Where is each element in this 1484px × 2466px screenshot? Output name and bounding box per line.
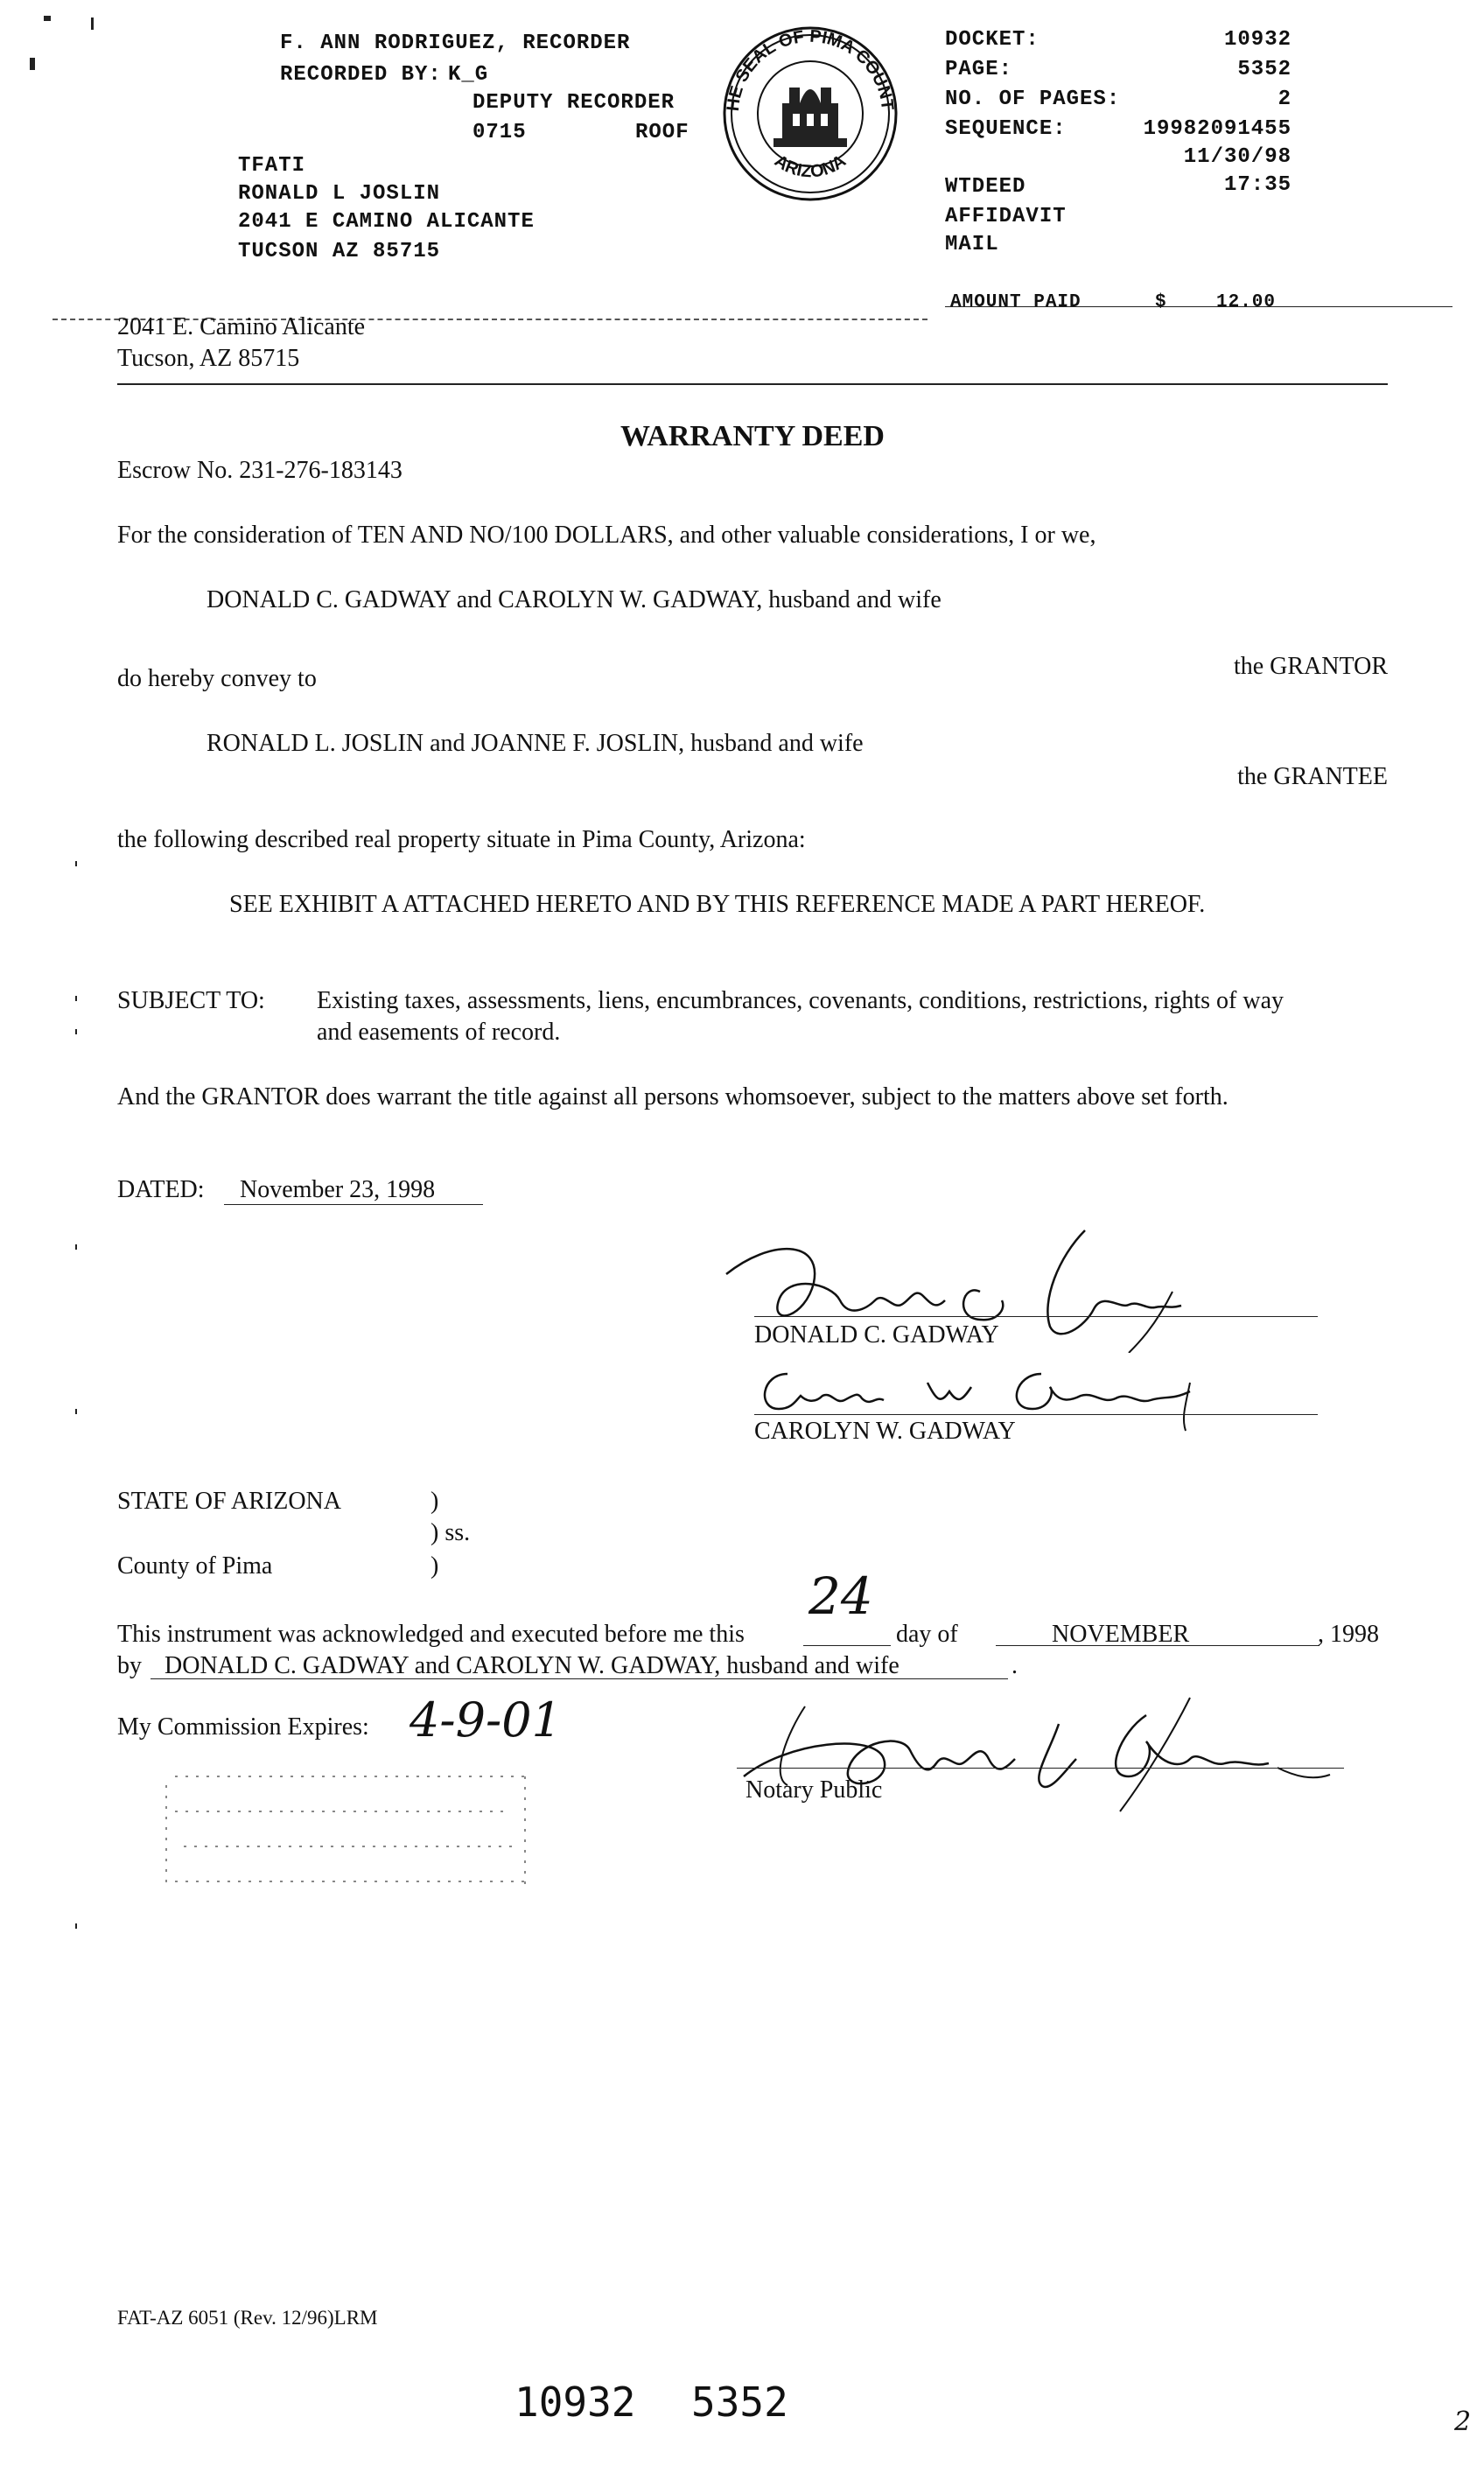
recorder-code-right: ROOF [635,121,690,144]
page-stamp: 5352 [691,2378,788,2426]
acknowledgment-by-value: DONALD C. GADWAY and CAROLYN W. GADWAY, husband and wife [164,1652,900,1679]
margin-speck [30,58,35,70]
signer-1-name: DONALD C. GADWAY [754,1321,999,1349]
acknowledgment-month-underline [996,1645,1320,1646]
amount-rule [945,306,1452,307]
margin-speck [91,18,94,30]
notary-public-label: Notary Public [746,1776,883,1804]
mail-to-address: 2041 E. Camino Alicante [117,313,366,340]
signer-2-name: CAROLYN W. GADWAY [754,1418,1016,1445]
amount-paid-value: 12.00 [1216,292,1277,312]
docket-label: DOCKET: [945,28,1040,52]
affidavit-label: AFFIDAVIT [945,205,1067,228]
page-mark: 2 [1454,2406,1472,2437]
amount-currency: $ [1155,292,1167,312]
signer-2-line [754,1414,1318,1415]
acknowledgment-month: NOVEMBER [1052,1621,1190,1648]
acknowledgment-year: , 1998 [1318,1621,1379,1648]
acknowledgment-day: 24 [808,1566,873,1626]
venue-state: STATE OF ARIZONA [117,1488,341,1515]
margin-speck [75,1409,77,1414]
page-label: PAGE: [945,58,1013,81]
exhibit-reference: SEE EXHIBIT A ATTACHED HERETO AND BY THIS REFERENCE MADE A PART HEREOF. [229,891,1206,918]
mail-to-city: Tucson, AZ 85715 [117,345,300,372]
recorder-code-left: 0715 [472,121,527,144]
recorder-name: F. ANN RODRIGUEZ, RECORDER [280,32,631,55]
pima-county-seal [705,23,915,203]
recorded-time: 17:35 [1223,173,1292,197]
acknowledgment-prefix: This instrument was acknowledged and executed before me this [117,1621,745,1648]
recorded-by-value: K_G [448,63,489,87]
acknowledgment-day-underline [803,1645,891,1646]
property-clause: the following described real property situate in Pima County, Arizona: [117,826,806,853]
mail-label: MAIL [945,233,999,256]
grantee-names: RONALD L. JOSLIN and JOANNE F. JOSLIN, husband and wife [206,730,864,757]
amount-paid-label: AMOUNT PAID [950,292,1082,312]
sequence-label: SEQUENCE: [945,117,1067,141]
margin-speck [75,996,77,1001]
venue-county: County of Pima [117,1552,273,1580]
dated-underline [224,1204,483,1205]
subject-to-line-1: Existing taxes, assessments, liens, encumbrances, covenants, conditions, restrictions, rights of way [317,987,1284,1014]
svg-text:THE SEAL OF PIMA COUNTY [705,23,897,112]
margin-speck [75,1244,77,1250]
page-value: 5352 [1237,58,1292,81]
warranty-clause: And the GRANTOR does warrant the title against all persons whomsoever, subject to the matters above set forth. [117,1083,1228,1110]
deputy-recorder: DEPUTY RECORDER [472,91,676,115]
venue-paren-1: ) [430,1488,439,1515]
venue-paren-3: ) [430,1552,439,1580]
convey-clause: do hereby convey to [117,665,317,692]
consideration-clause: For the consideration of TEN AND NO/100 DOLLARS, and other valuable considerations, I or we, [117,522,1096,549]
venue-ss: ) ss. [430,1519,471,1546]
return-code: TFATI [238,154,306,178]
commission-expiry: 4-9-01 [410,1692,562,1748]
margin-speck [75,1029,77,1034]
sequence-value: 19982091455 [1143,117,1292,141]
grantor-label: the GRANTOR [1233,653,1388,680]
margin-speck [44,16,51,21]
grantee-label: the GRANTEE [1237,763,1388,790]
dated-label: DATED: [117,1176,205,1203]
return-name: RONALD L JOSLIN [238,182,441,206]
seal-top-text: HE SEAL OF PIMA COUNT [723,26,898,113]
seal-building-emblem [774,88,847,147]
commission-label: My Commission Expires: [117,1713,369,1741]
margin-speck [75,1923,77,1929]
mail-to-rule [117,383,1388,385]
document-title: WARRANTY DEED [620,420,885,452]
notary-signature-line [737,1768,1344,1769]
recorded-by-label: RECORDED BY: [280,63,442,87]
return-address: 2041 E CAMINO ALICANTE [238,210,535,234]
acknowledgment-by-end: . [1012,1652,1018,1679]
subject-to-line-2: and easements of record. [317,1019,561,1046]
signer-1-line [754,1316,1318,1317]
form-code: FAT-AZ 6051 (Rev. 12/96)LRM [117,2307,378,2329]
escrow-number: Escrow No. 231-276-183143 [117,457,402,484]
svg-text:ARIZONA [771,151,850,182]
acknowledgment-day-of: day of [896,1621,958,1648]
notary-signature [735,1680,1365,1829]
pages-value: 2 [1278,88,1292,111]
acknowledgment-by-underline [150,1678,1008,1679]
pages-label: NO. OF PAGES: [945,88,1121,111]
docket-value: 10932 [1223,28,1292,52]
dated-value: November 23, 1998 [240,1176,436,1203]
subject-to-label: SUBJECT TO: [117,987,265,1014]
faint-notary-seal [158,1759,542,1908]
margin-speck [75,861,77,866]
recorded-date: 11/30/98 [1183,145,1292,169]
document-type: WTDEED [945,175,1026,199]
seal-bottom-text: ARIZONA [771,151,850,182]
docket-stamp: 10932 [514,2378,636,2426]
grantor-names: DONALD C. GADWAY and CAROLYN W. GADWAY, husband and wife [206,586,942,613]
return-city: TUCSON AZ 85715 [238,240,441,263]
acknowledgment-by-label: by [117,1652,142,1679]
